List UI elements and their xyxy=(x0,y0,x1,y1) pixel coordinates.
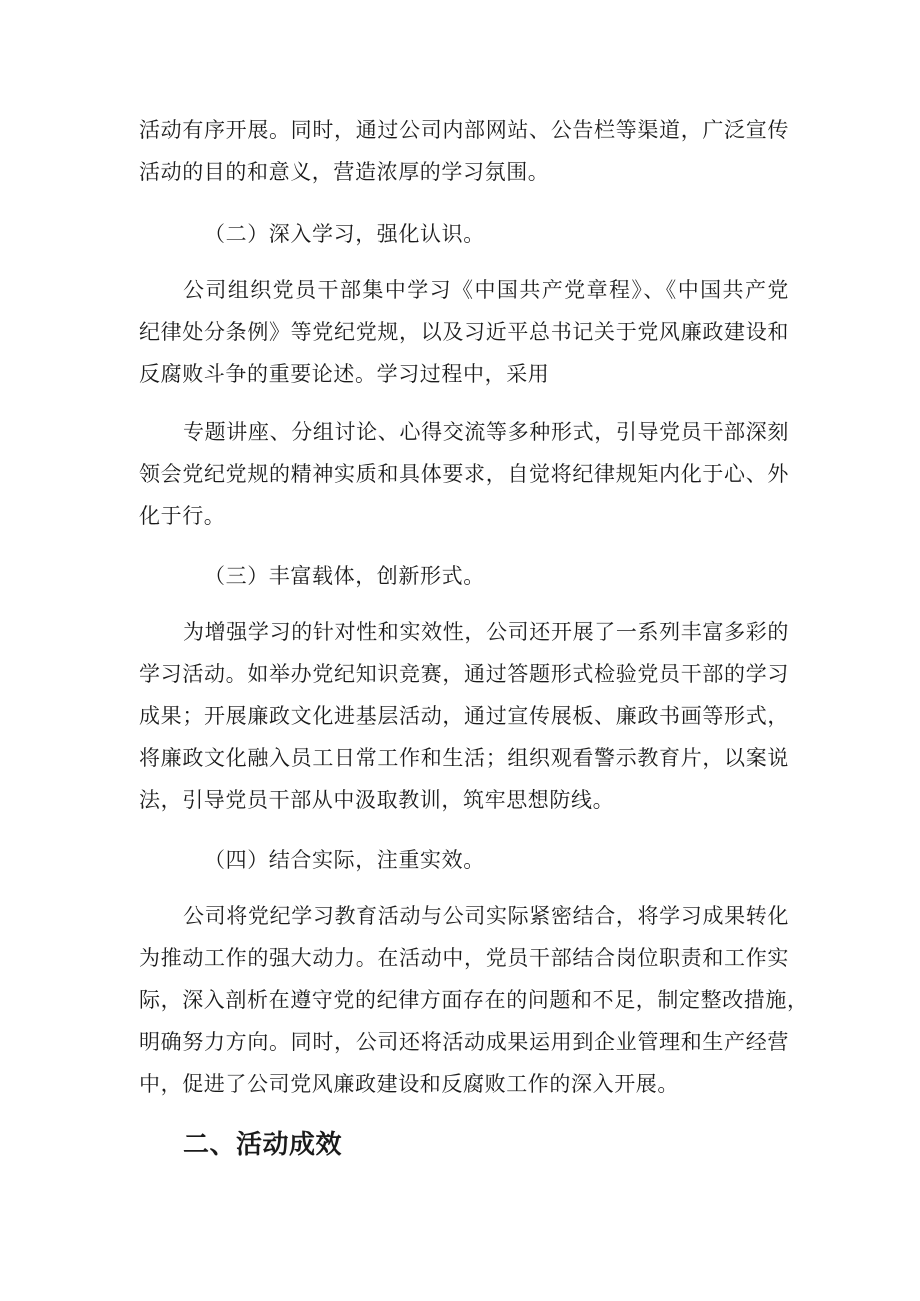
paragraph-line: 为增强学习的针对性和实效性，公司还开展了一系列丰富多彩的 xyxy=(183,620,789,644)
chapter-heading: 二、活动成效 xyxy=(183,1130,343,1160)
paragraph-line: 明确努力方向。同时，公司还将活动成果运用到企业管理和生产经营 xyxy=(139,1030,789,1054)
section-heading: （三）丰富载体，创新形式。 xyxy=(204,564,485,588)
paragraph-line: 反腐败斗争的重要论述。学习过程中，采用 xyxy=(139,362,550,386)
paragraph-line: 纪律处分条例》等党纪党规，以及习近平总书记关于党风廉政建设和 xyxy=(139,320,789,344)
paragraph-line: 公司组织党员干部集中学习《中国共产党章程》、《中国共产党 xyxy=(183,278,789,302)
section-heading: （二）深入学习，强化认识。 xyxy=(204,222,485,246)
paragraph-line: 将廉政文化融入员工日常工作和生活；组织观看警示教育片，以案说 xyxy=(139,746,789,770)
paragraph-line: 活动的目的和意义，营造浓厚的学习氛围。 xyxy=(139,160,550,184)
section-heading: （四）结合实际，注重实效。 xyxy=(204,848,485,872)
paragraph-line: 际，深入剖析在遵守党的纪律方面存在的问题和不足，制定整改措施， xyxy=(139,988,809,1012)
paragraph-line: 为推动工作的强大动力。在活动中，党员干部结合岗位职责和工作实 xyxy=(139,946,789,970)
paragraph-line: 专题讲座、分组讨论、心得交流等多种形式，引导党员干部深刻 xyxy=(183,420,789,444)
paragraph-line: 中，促进了公司党风廉政建设和反腐败工作的深入开展。 xyxy=(139,1072,679,1096)
paragraph-line: 化于行。 xyxy=(139,504,226,528)
paragraph-line: 学习活动。如举办党纪知识竞赛，通过答题形式检验党员干部的学习 xyxy=(139,662,789,686)
paragraph-line: 领会党纪党规的精神实质和具体要求，自觉将纪律规矩内化于心、外 xyxy=(139,462,789,486)
paragraph-line: 活动有序开展。同时，通过公司内部网站、公告栏等渠道，广泛宣传 xyxy=(139,118,789,142)
paragraph-line: 成果；开展廉政文化进基层活动，通过宣传展板、廉政书画等形式， xyxy=(139,704,789,728)
paragraph-line: 法，引导党员干部从中汲取教训，筑牢思想防线。 xyxy=(139,788,615,812)
paragraph-line: 公司将党纪学习教育活动与公司实际紧密结合，将学习成果转化 xyxy=(183,904,789,928)
